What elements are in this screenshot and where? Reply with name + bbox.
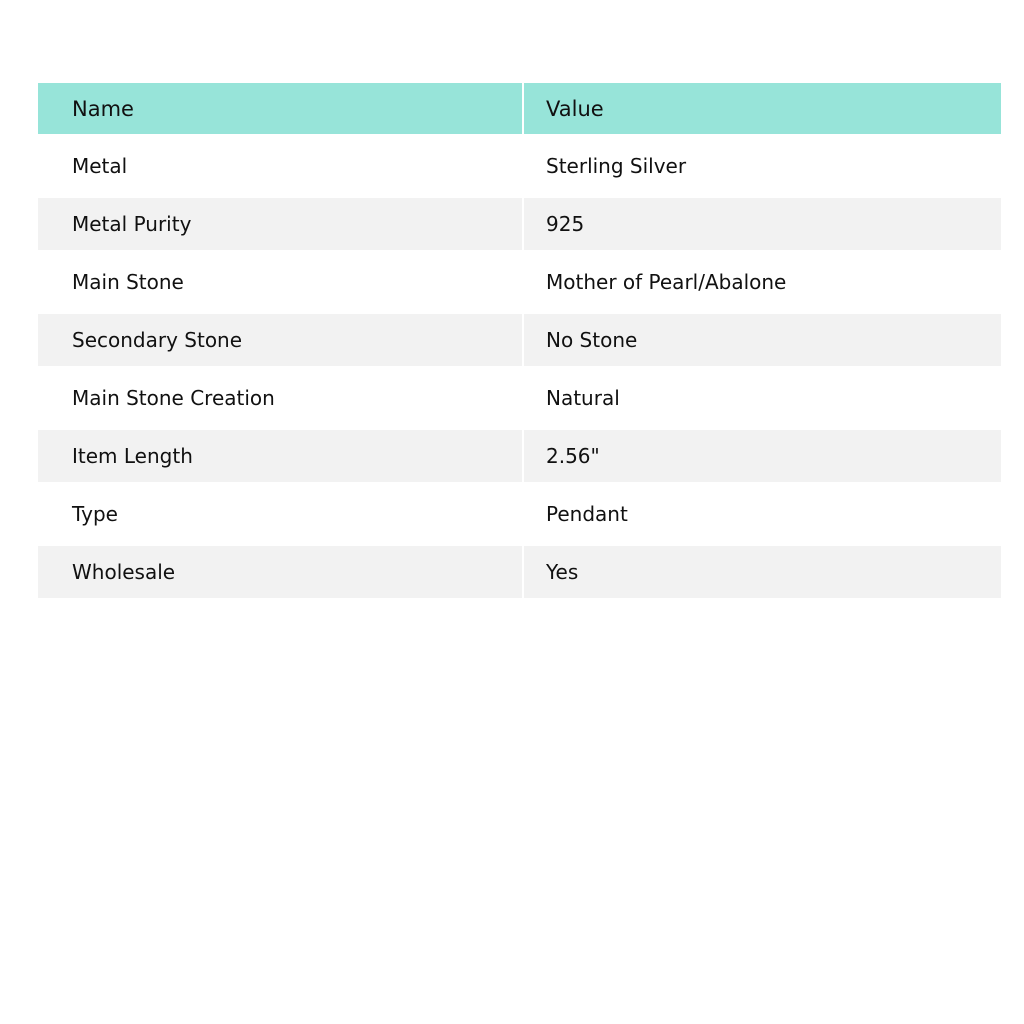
table-header-row bbox=[38, 83, 1001, 134]
table-row bbox=[38, 546, 1001, 598]
cell-name: Metal bbox=[38, 134, 523, 198]
cell-name: Wholesale bbox=[38, 546, 523, 598]
cell-value: No Stone bbox=[523, 314, 1001, 366]
table-row bbox=[38, 134, 1001, 198]
cell-name: Type bbox=[38, 482, 523, 546]
cell-value: Pendant bbox=[523, 482, 1001, 546]
table-row bbox=[38, 198, 1001, 250]
cell-name: Item Length bbox=[38, 430, 523, 482]
table-row bbox=[38, 314, 1001, 366]
cell-value: Mother of Pearl/Abalone bbox=[523, 250, 1001, 314]
cell-name: Secondary Stone bbox=[38, 314, 523, 366]
cell-name: Main Stone Creation bbox=[38, 366, 523, 430]
cell-value: 925 bbox=[523, 198, 1001, 250]
spec-table bbox=[38, 83, 1001, 598]
cell-value: Natural bbox=[523, 366, 1001, 430]
table-row bbox=[38, 250, 1001, 314]
cell-name: Metal Purity bbox=[38, 198, 523, 250]
cell-name: Main Stone bbox=[38, 250, 523, 314]
cell-value: Yes bbox=[523, 546, 1001, 598]
table-row bbox=[38, 366, 1001, 430]
column-header-name: Name bbox=[38, 83, 523, 134]
cell-value: Sterling Silver bbox=[523, 134, 1001, 198]
table-row bbox=[38, 482, 1001, 546]
cell-value: 2.56" bbox=[523, 430, 1001, 482]
column-header-value: Value bbox=[523, 83, 1001, 134]
table-row bbox=[38, 430, 1001, 482]
